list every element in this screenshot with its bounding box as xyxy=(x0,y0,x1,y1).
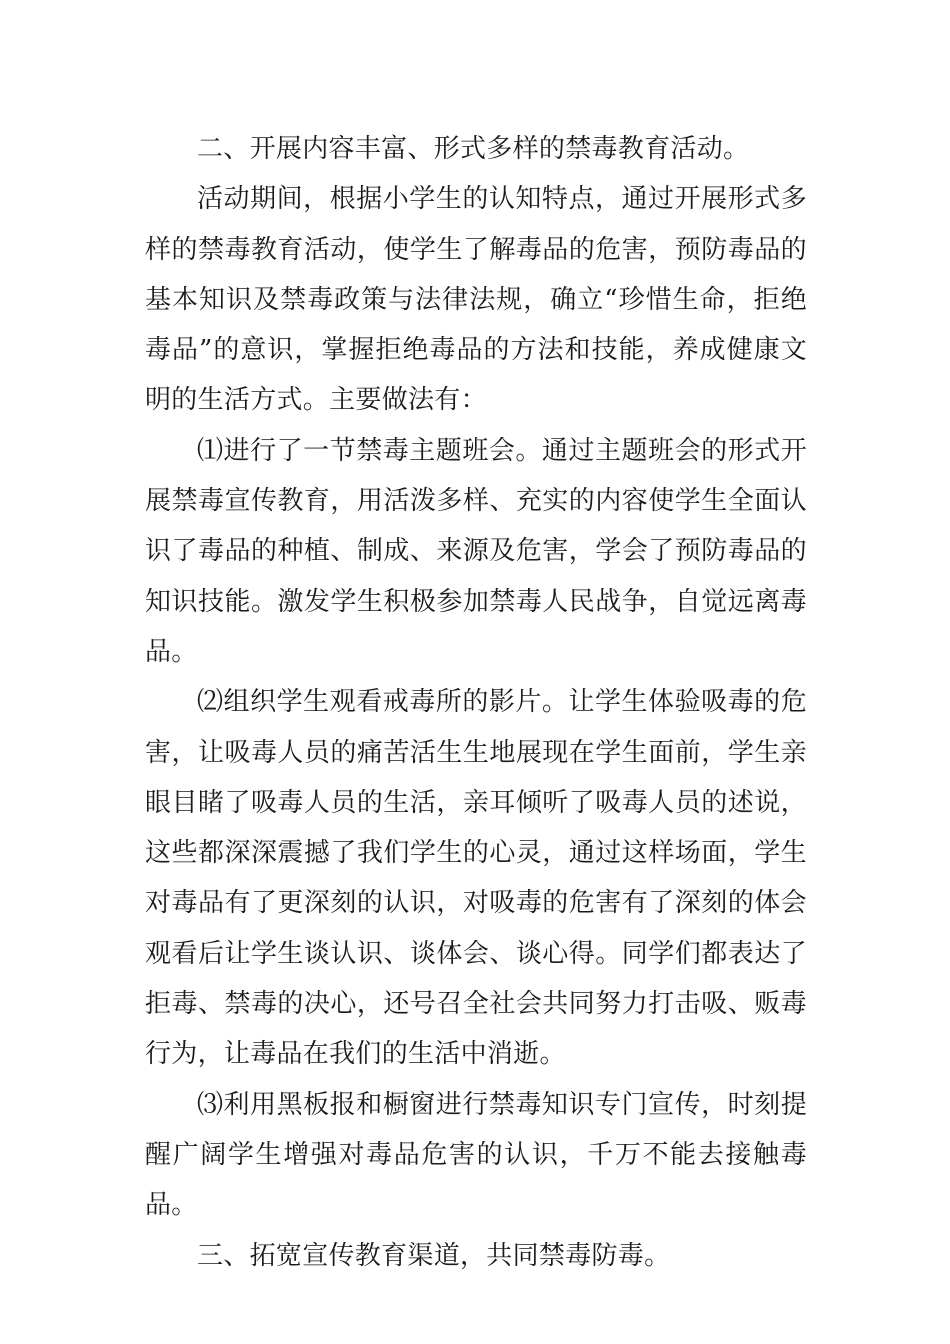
paragraph-activity-overview: 活动期间，根据小学生的认知特点，通过开展形式多样的禁毒教育活动，使学生了解毒品的危害，预防毒品的基本知识及禁毒政策与法律法规，确立“珍惜生命，拒绝毒品”的意识，掌握拒绝毒品的方法和技能，养成健康文明的生活方式。主要做法有： xyxy=(145,184,807,416)
paragraph-section-heading-2: 二、开展内容丰富、形式多样的禁毒教育活动。 xyxy=(197,134,750,164)
paragraph-item-2: ⑵组织学生观看戒毒所的影片。让学生体验吸毒的危害，让吸毒人员的痛苦活生生地展现在学生面前，学生亲眼目睹了吸毒人员的生活，亲耳倾听了吸毒人员的述说，这些都深深震撼了我们学生的心灵，通过这样场面，学生对毒品有了更深刻的认识，对吸毒的危害有了深刻的体会观看后让学生谈认识、谈体会、谈心得。同学们都表达了拒毒、禁毒的决心，还号召全社会共同努力打击吸、贩毒行为，让毒品在我们的生活中消逝。 xyxy=(145,687,807,1070)
paragraph-item-3: ⑶利用黑板报和橱窗进行禁毒知识专门宣传，时刻提醒广阔学生增强对毒品危害的认识，千万不能去接触毒品。 xyxy=(145,1089,807,1221)
document-body xyxy=(145,124,807,1281)
paragraph-section-heading-3: 三、拓宽宣传教育渠道，共同禁毒防毒。 xyxy=(197,1240,671,1271)
paragraph-item-1: ⑴进行了一节禁毒主题班会。通过主题班会的形式开展禁毒宣传教育，用活泼多样、充实的内容使学生全面认识了毒品的种植、制成、来源及危害，学会了预防毒品的知识技能。激发学生积极参加禁毒人民战争，自觉远离毒品。 xyxy=(145,435,807,667)
